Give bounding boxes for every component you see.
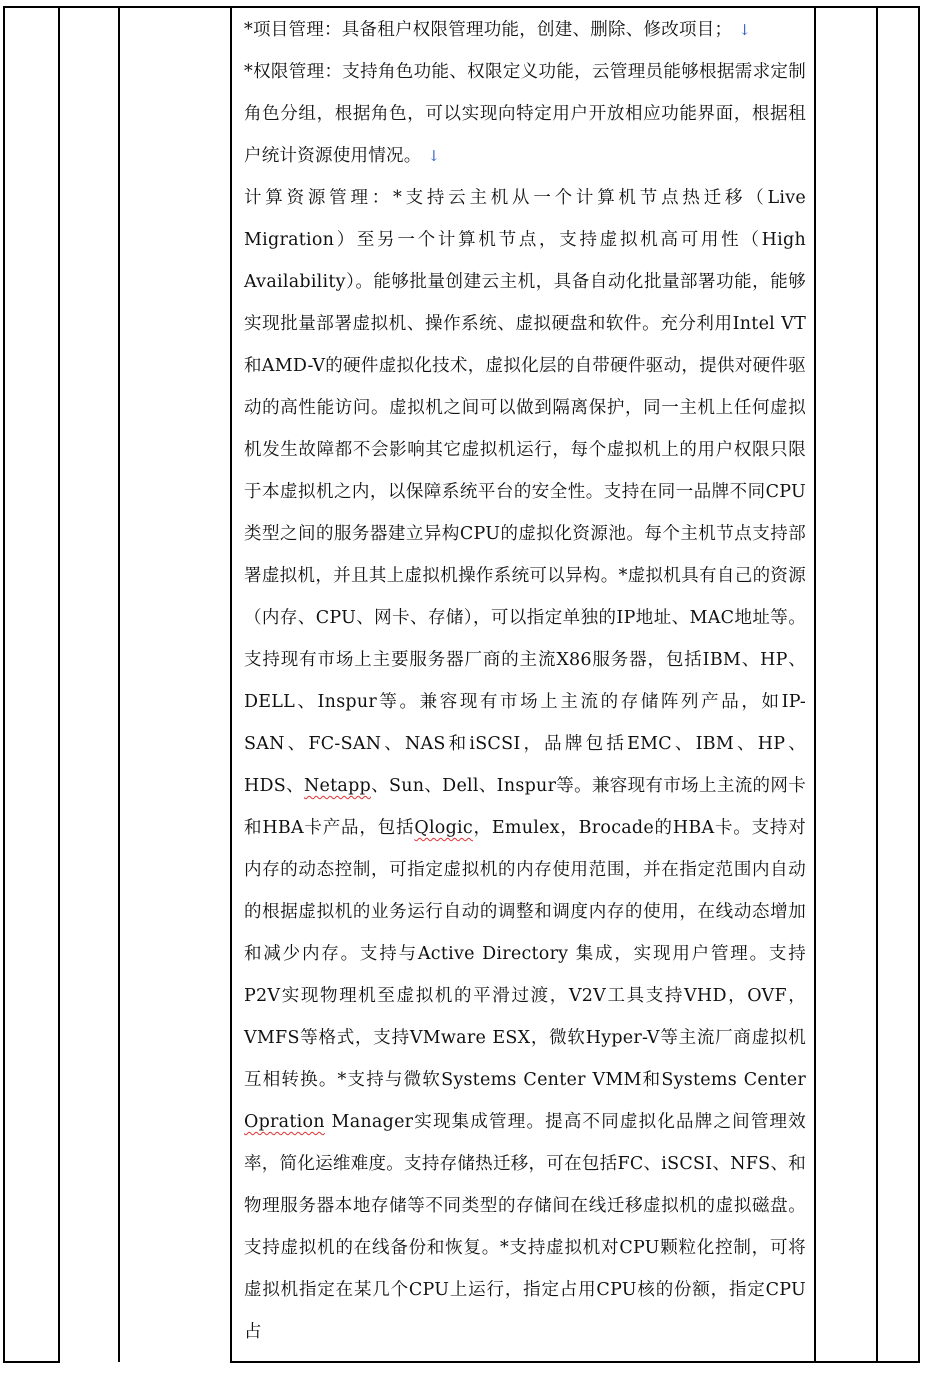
- paragraph-mark-icon: ↓: [427, 147, 441, 165]
- paragraph-mark-icon: ↓: [738, 21, 752, 39]
- spellcheck-word-netapp: Netapp: [303, 776, 372, 796]
- column-divider-1: [58, 6, 60, 1363]
- column-divider-4: [814, 6, 816, 1363]
- project-management-paragraph: *项目管理：具备租户权限管理功能，创建、删除、修改项目； ↓: [244, 20, 752, 40]
- table-left-border: [3, 6, 5, 1363]
- column-divider-2: [118, 6, 120, 1362]
- table-top-border: [3, 6, 920, 8]
- column-divider-5: [876, 6, 878, 1363]
- table-right-border: [918, 6, 920, 1363]
- table-bottom-border-left: [3, 1361, 60, 1363]
- requirements-cell: [244, 9, 806, 1353]
- column-divider-3: [230, 6, 232, 1363]
- compute-resource-paragraph: 计算资源管理：*支持云主机从一个计算机节点热迁移（Live Migration）至另一个计算机节点，支持虚拟机高可用性（High Availability）。能够批量创建云主机，具备自动化批量部署功能，能够实现批量部署虚拟机、操作系统、虚拟硬盘和软件。充分利用Intel VT和AMD-V的硬件虚拟化技术，虚拟化层的自带硬件驱动，提供对硬件驱动的高性能访问。虚拟机之间可以做到隔离保护，同一主机上任何虚拟机发生故障都不会影响其它虚拟机运行，每个虚拟机上的用户权限只限于本虚拟机之内，以保障系统平台的安全性。支持在同一品牌不同CPU类型之间的服务器建立异构CPU的虚拟化资源池。每个主机节点支持部署虚拟机，并且其上虚拟机操作系统可以异构。*虚拟机具有自己的资源（内存、CPU、网卡、存储），可以指定单独的IP地址、MAC地址等。支持现有市场上主要服务器厂商的主流X86服务器，包括IBM、HP、DELL、Inspur等。兼容现有市场上主流的存储阵列产品，如IP-SAN、FC-SAN、NAS和iSCSI，品牌包括EMC、IBM、HP、HDS、Netapp、Sun、Dell、Inspur等。兼容现有市场上主流的网卡和HBA卡产品，包括Qlogic，Emulex，Brocade的HBA卡。支持对内存的动态控制，可指定虚拟机的内存使用范围，并在指定范围内自动的根据虚拟机的业务运行自动的调整和调度内存的使用，在线动态增加和减少内存。支持与Active Directory 集成，实现用户管理。支持P2V实现物理机至虚拟机的平滑过渡，V2V工具支持VHD，OVF，VMFS等格式，支持VMware ESX，微软Hyper-V等主流厂商虚拟机互相转换。*支持与微软Systems Center VMM和Systems Center Opration Manager实现集成管理。提高不同虚拟化品牌之间管理效率，简化运维难度。支持存储热迁移，可在包括FC、iSCSI、NFS、和物理服务器本地存储等不同类型的存储间在线迁移虚拟机的虚拟磁盘。支持虚拟机的在线备份和恢复。*支持虚拟机对CPU颗粒化控制，可将虚拟机指定在某几个CPU上运行，指定占用CPU核的份额，指定CPU占: [244, 188, 807, 1342]
- spellcheck-word-qlogic: Qlogic: [414, 818, 473, 838]
- spellcheck-word-opration: Opration: [244, 1112, 325, 1132]
- table-bottom-border-right: [230, 1361, 920, 1363]
- permission-management-paragraph: *权限管理：支持角色功能、权限定义功能，云管理员能够根据需求定制角色分组，根据角色，可以实现向特定用户开放相应功能界面，根据租户统计资源使用情况。 ↓: [244, 62, 806, 166]
